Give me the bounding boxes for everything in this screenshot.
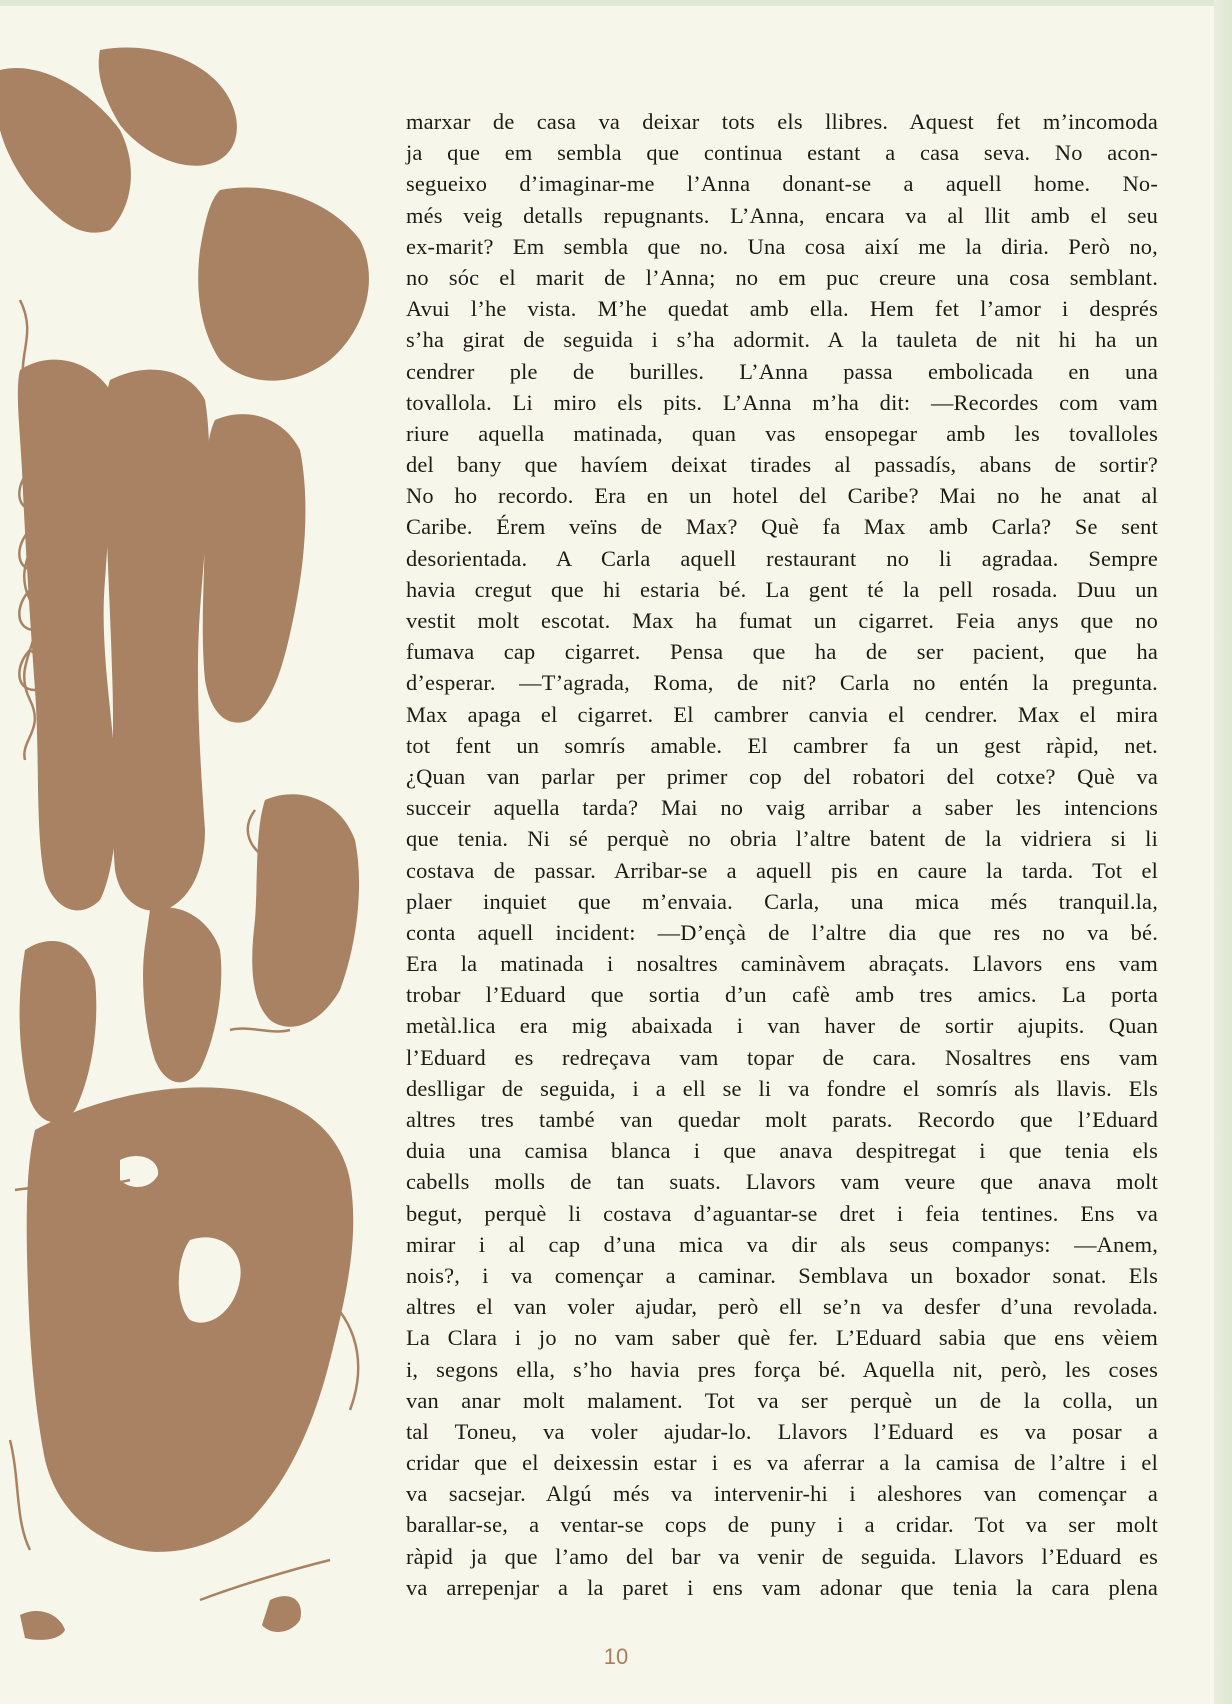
text-line: Max apaga el cigarret. El cambrer canvia el cendrer. Max el mira	[406, 701, 1158, 727]
text-line: No ho recordo. Era en un hotel del Caribe? Mai no he anat al	[406, 483, 1158, 509]
text-line: La Clara i jo no vam saber què fer. L’Eduard sabia que ens vèiem	[406, 1325, 1158, 1351]
text-line: havia cregut que hi estaria bé. La gent té la pell rosada. Duu un	[406, 576, 1158, 602]
text-line: tal Toneu, va voler ajudar-lo. Llavors l’Eduard es va posar a	[406, 1418, 1158, 1444]
text-line: riure aquella matinada, quan vas ensopegar amb les tovalloles	[406, 420, 1158, 446]
text-line: duia una camisa blanca i que anava despitregat i que tenia els	[406, 1138, 1158, 1164]
text-line: més veig detalls repugnants. L’Anna, encara va al llit amb el seu	[406, 202, 1158, 228]
text-line: trobar l’Eduard que sortia d’un cafè amb tres amics. La porta	[406, 982, 1158, 1008]
text-line: succeir aquella tarda? Mai no vaig arribar a saber les intencions	[406, 795, 1158, 821]
text-line: vestit molt escotat. Max ha fumat un cigarret. Feia anys que no	[406, 608, 1158, 633]
text-line: tovallola. Li miro els pits. L’Anna m’ha dit: —Recordes com vam	[406, 389, 1158, 415]
text-line: l’Eduard es redreçava vam topar de cara. Nosaltres ens vam	[406, 1044, 1158, 1070]
text-line: ja que em sembla que continua estant a casa seva. No acon-	[406, 140, 1158, 166]
page-number: 10	[603, 1644, 629, 1669]
text-line: desorientada. A Carla aquell restaurant no li agradaa. Sempre	[406, 545, 1158, 571]
text-line: barallar-se, a ventar-se cops de puny i a cridar. Tot va ser molt	[406, 1512, 1158, 1538]
text-line: costava de passar. Arribar-se a aquell pis en caure la tarda. Tot el	[406, 857, 1158, 883]
text-line: begut, perquè li costava d’aguantar-se dret i feia tentines. Ens va	[406, 1200, 1158, 1226]
text-line: cendrer ple de burilles. L’Anna passa embolicada en una	[406, 358, 1158, 384]
text-line: deslligar de seguida, i a ell se li va fondre el somrís als llavis. Els	[406, 1075, 1158, 1101]
text-line: conta aquell incident: —D’ençà de l’altre dia que res no va bé.	[406, 919, 1158, 945]
text-line: segueixo d’imaginar-me l’Anna donant-se a aquell home. No-	[406, 171, 1158, 197]
text-line: ¿Quan van parlar per primer cop del robatori del cotxe? Què va	[406, 763, 1158, 789]
text-line: ràpid ja que l’amo del bar va venir de seguida. Llavors l’Eduard es	[406, 1543, 1158, 1569]
text-line: marxar de casa va deixar tots els llibres. Aquest fet m’incomoda	[406, 109, 1158, 134]
text-line: plaer inquiet que m’envaia. Carla, una mica més tranquil.la,	[406, 888, 1158, 914]
text-line: va sacsejar. Algú més va intervenir-hi i aleshores van començar a	[406, 1481, 1158, 1507]
text-line: tot fent un somrís amable. El cambrer fa un gest ràpid, net.	[406, 732, 1158, 758]
text-line: que tenia. Ni sé perquè no obria l’altre batent de la vidriera si li	[406, 826, 1158, 852]
text-line: Avui l’he vista. M’he quedat amb ella. Hem fet l’amor i després	[406, 296, 1158, 322]
text-line: cridar que el deixessin estar i es va aferrar a la camisa de l’altre i el	[406, 1450, 1158, 1476]
text-line: del bany que havíem deixat tirades al passadís, abans de sortir?	[406, 452, 1158, 478]
text-line: i, segons ella, s’ho havia pres força bé. Aquella nit, però, les coses	[406, 1356, 1158, 1382]
text-line: d’esperar. —T’agrada, Roma, de nit? Carla no entén la pregunta.	[406, 670, 1158, 696]
text-line: metàl.lica era mig abaixada i van haver de sortir ajupits. Quan	[406, 1013, 1158, 1039]
text-line: va arrepenjar a la paret i ens vam adonar que tenia la cara plena	[406, 1574, 1158, 1600]
page-top-edge	[0, 0, 1232, 6]
text-line: fumava cap cigarret. Pensa que ha de ser pacient, que ha	[406, 639, 1158, 665]
text-line: Caribe. Érem veïns de Max? Què fa Max amb Carla? Se sent	[406, 514, 1158, 540]
text-line: nois?, i va començar a caminar. Semblava un boxador sonat. Els	[406, 1262, 1158, 1288]
text-line: cabells molls de tan suats. Llavors vam veure que anava molt	[406, 1169, 1158, 1195]
text-line: van anar molt malament. Tot va ser perquè un de la colla, un	[406, 1387, 1158, 1413]
text-line: s’ha girat de seguida i s’ha adormit. A la tauleta de nit hi ha un	[406, 327, 1158, 353]
body-text	[406, 106, 1158, 1603]
text-line: ex-marit? Em sembla que no. Una cosa així me la diria. Però no,	[406, 233, 1158, 259]
text-line: no sóc el marit de l’Anna; no em puc creure una cosa semblant.	[406, 264, 1158, 290]
text-line: altres tres també van quedar molt parats. Recordo que l’Eduard	[406, 1107, 1158, 1132]
text-line: mirar i al cap d’una mica va dir als seus companys: —Anem,	[406, 1231, 1158, 1257]
text-line: altres el van voler ajudar, però ell se’n va desfer d’una revolada.	[406, 1294, 1158, 1320]
brush-illustration	[0, 40, 400, 1640]
page-right-edge	[1214, 0, 1232, 1704]
text-line: Era la matinada i nosaltres caminàvem abraçats. Llavors ens vam	[406, 951, 1158, 977]
